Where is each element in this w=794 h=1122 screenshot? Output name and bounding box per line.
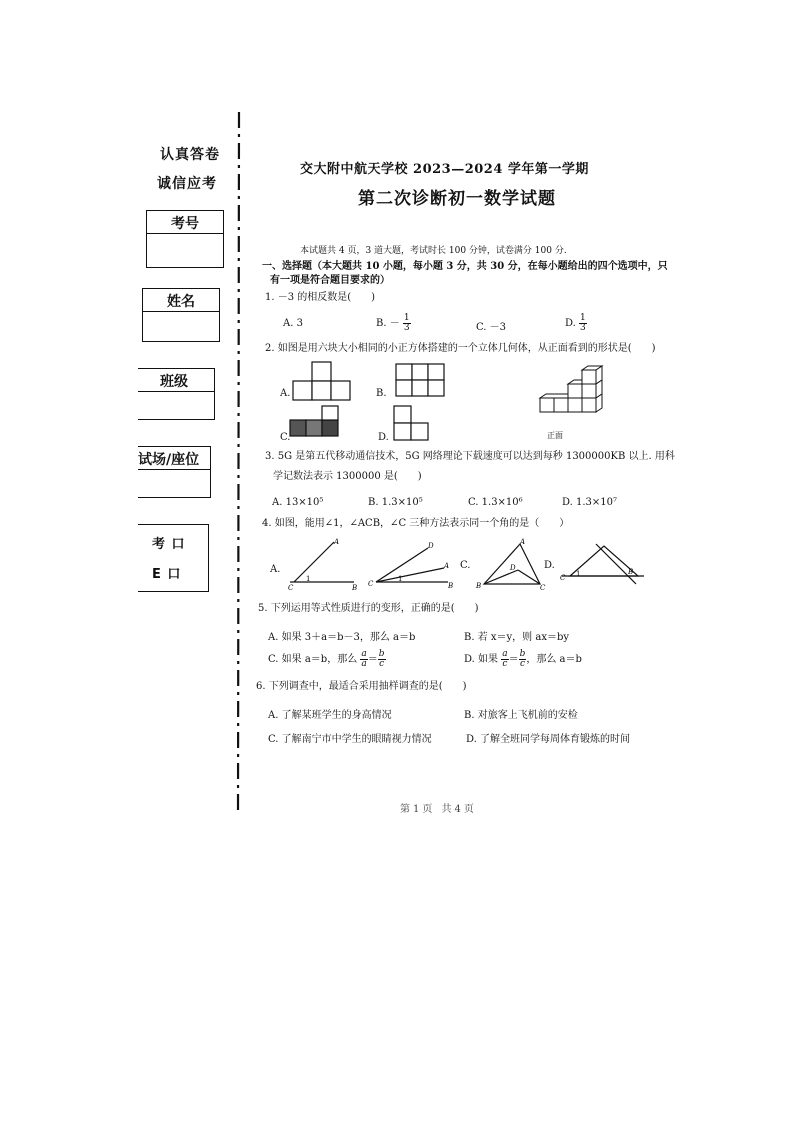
school-line: 交大附中航天学校 2023—2024 学年第一学期 <box>300 162 589 177</box>
q4-option-c: C. <box>460 560 471 571</box>
q3-stem-1: 3. 5G 是第五代移动通信技术，5G 网络理论下载速度可以达到每秒 1300000KB 以上. 用科 <box>265 451 675 462</box>
q5-stem: 5. 下列运用等式性质进行的变形，正确的是( ) <box>258 603 479 614</box>
q1-option-c: C. －3 <box>476 322 507 333</box>
q6-option-a: A. 了解某班学生的身高情况 <box>268 710 392 721</box>
page-footer: 第1页 共4页 <box>400 804 477 815</box>
q4a-label-c: C <box>288 584 294 592</box>
q4-figure-d <box>560 544 648 588</box>
q6-option-b: B. 对旅客上飞机前的安检 <box>464 710 578 721</box>
q4c-label-c: C <box>540 584 546 592</box>
q5-option-a: A. 如果 3＋a＝b－3，那么 a＝b <box>268 632 416 643</box>
motto-1: 认真答卷 <box>160 147 220 163</box>
exam-number-label: 考号 <box>171 216 199 232</box>
q3-option-c: C. 1.3×10⁶ <box>468 497 523 508</box>
name-label: 姓名 <box>167 294 195 310</box>
q3-option-d: D. 1.3×10⁷ <box>562 497 618 508</box>
q2-option-a: A. <box>280 388 291 399</box>
q4a-label-a: A <box>334 538 340 546</box>
q4-stem: 4. 如图，能用∠1，∠ACB，∠C 三种方法表示同一个角的是（ ） <box>262 518 570 529</box>
q2-figure-c <box>288 406 344 442</box>
motto-2: 诚信应考 <box>157 176 217 192</box>
q2-stem: 2. 如图是用六块大小相同的小正方体搭建的一个立体几何体，从正面看到的形状是( ) <box>265 343 656 354</box>
status-checkbox-group <box>138 524 209 592</box>
check-1[interactable]: 考 口 <box>152 537 186 552</box>
q4d-label-b: B <box>628 568 634 576</box>
q4b-label-c: C <box>368 580 374 588</box>
q2-solid-figure <box>538 366 606 416</box>
q2-figure-d <box>392 404 436 444</box>
q1-option-b: B. － $\frac{1}{3}$ <box>376 313 410 333</box>
section-1-line1: 一、选择题（本大题共 10 小题，每小题 3 分，共 30 分，在每小题给出的四个选项中，只 <box>262 261 668 272</box>
q4b-label-a: A <box>444 562 450 570</box>
q4a-label-1: 1 <box>306 575 311 583</box>
q4c-label-d: D <box>510 564 516 572</box>
q4b-label-b: B <box>448 582 454 590</box>
q2-figure-a <box>292 360 352 410</box>
q4c-label-b: B <box>476 582 482 590</box>
q2-option-b: B. <box>376 388 387 399</box>
q4a-label-b: B <box>352 584 358 592</box>
exam-title: 第二次诊断初一数学试题 <box>358 189 556 209</box>
check-2[interactable]: E 口 <box>152 567 182 582</box>
q3-option-a: A. 13×10⁵ <box>272 497 324 508</box>
q6-option-d: D. 了解全班同学每周体育锻炼的时间 <box>466 734 631 745</box>
cut-line <box>234 112 244 812</box>
q5-option-c: C. 如果 a＝b，那么 $\frac{a}{a}$ ＝ $\frac{b}{c}$ <box>268 649 385 669</box>
q5-option-d: D. 如果 $\frac{a}{c}$ ＝ $\frac{b}{c}$ ，那么 a＝b <box>464 649 582 669</box>
q4b-label-d: D <box>428 542 434 550</box>
q6-stem: 6. 下列调查中，最适合采用抽样调查的是( ) <box>256 681 467 692</box>
q1-stem: 1. －3 的相反数是( ) <box>265 292 376 303</box>
q2-option-c: C. <box>280 432 291 443</box>
q2-figure-caption: 正面 <box>547 431 563 440</box>
name-field[interactable] <box>142 288 220 342</box>
q4-figure-a <box>284 538 364 590</box>
q2-figure-b <box>388 362 448 408</box>
q3-option-b: B. 1.3×10⁵ <box>368 497 423 508</box>
q4d-label-1: 1 <box>576 570 581 578</box>
q2-option-d: D. <box>378 432 389 443</box>
q4-figure-c <box>476 540 546 592</box>
q1-option-d: D. $\frac{1}{3}$ <box>565 313 586 333</box>
q4b-label-1: 1 <box>398 575 403 583</box>
exam-note: 本试题共 4 页，3 道大题，考试时长 100 分钟，试卷满分 100 分. <box>300 246 567 256</box>
section-1-line2: 有一项是符合题目要求的） <box>270 275 390 286</box>
seat-field[interactable] <box>138 446 211 498</box>
class-field[interactable] <box>138 368 215 420</box>
q4d-label-c: C <box>560 574 566 582</box>
q4-option-d: D. <box>544 560 555 571</box>
q3-stem-2: 学记数法表示 1300000 是( ) <box>273 471 422 482</box>
class-label: 班级 <box>160 374 188 390</box>
q4-option-a: A. <box>270 564 281 575</box>
seat-label: 试场/座位 <box>138 452 200 468</box>
q6-option-c: C. 了解南宁市中学生的眼睛视力情况 <box>268 734 432 745</box>
q5-option-b: B. 若 x＝y，则 ax＝by <box>464 632 570 643</box>
q4c-label-a: A <box>520 538 526 546</box>
exam-number-field[interactable] <box>146 210 224 268</box>
q4-figure-b <box>368 542 458 590</box>
q1-option-a: A. 3 <box>283 318 303 329</box>
